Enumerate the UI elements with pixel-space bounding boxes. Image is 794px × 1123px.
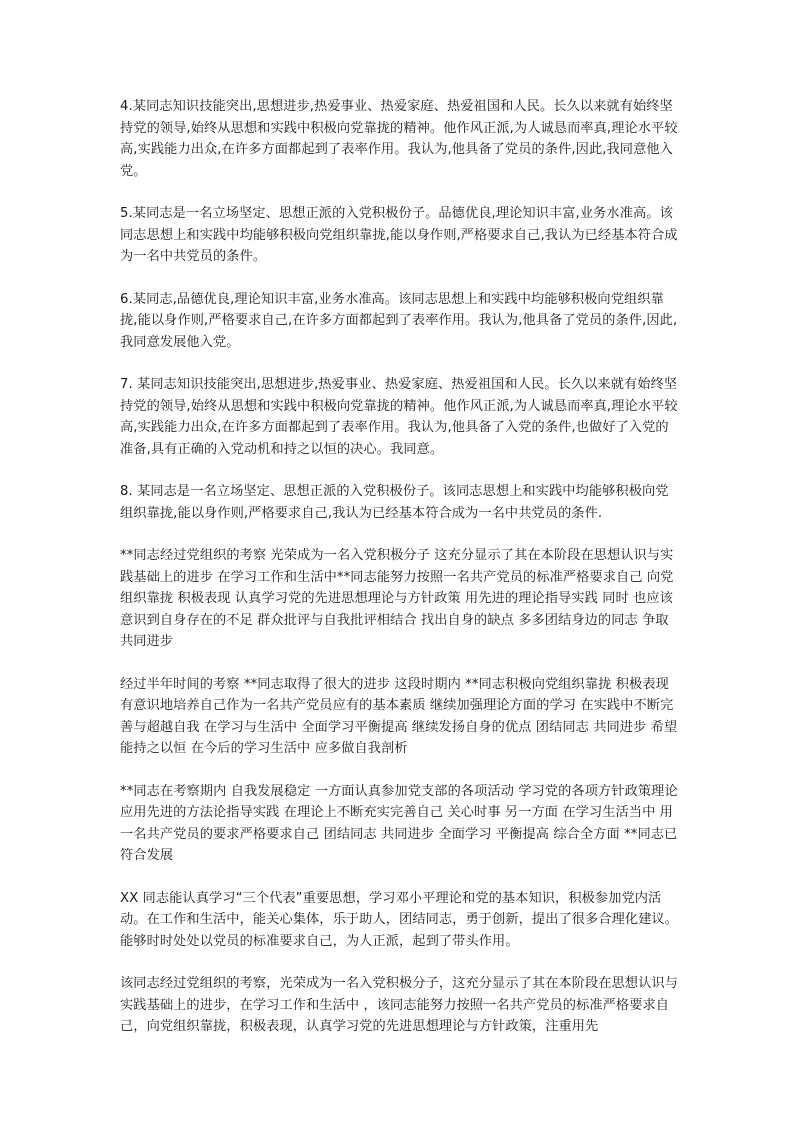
paragraph-evaluation-2: 经过半年时间的考察 **同志取得了很大的进步 这段时期内 **同志积极向党组织靠拢 积极表现 有意识地培养自己作为一名共产党员应有的基本素质 继续加强理论方面的学习 在实践中不断完善与超越自我 在学习与生活中 全面学习平衡提高 继续发扬自身的优点 团结同志 共同进步 希望能持之以恒 在今后的学习生活中 应多做自我剖析	[120, 676, 678, 756]
paragraph-evaluation-4: XX 同志能认真学习“三个代表”重要思想，学习邓小平理论和党的基本知识，积极参加党内活动。在工作和生活中，能关心集体，乐于助人，团结同志，勇于创新，提出了很多合理化建议。能够时时处处以党员的标准要求自己，为人正派，起到了带头作用。	[120, 890, 679, 949]
paragraph-evaluation-5: 该同志经过党组织的考察，光荣成为一名入党积极分子，这充分显示了其在本阶段在思想认识与实践基础上的进步，在学习工作和生活中 ，该同志能努力按照一名共产党员的标准严格要求自己，向党组织靠拢，积极表现，认真学习党的先进思想理论与方针政策，注重用先	[120, 976, 679, 1034]
paragraph-evaluation-3: **同志在考察期内 自我发展稳定 一方面认真参加党支部的各项活动 学习党的各项方针政策理论 应用先进的方法论指导实践 在理论上不断充实完善自己 关心时事 另一方面 在学习生活当中 用一名共产党员的要求严格要求自己 团结同志 共同进步 全面学习 平衡提高 综合全方面 **同志已符合发展	[120, 783, 678, 863]
paragraph-4: 4.某同志知识技能突出,思想进步,热爱事业、热爱家庭、热爱祖国和人民。长久以来就有始终坚持党的领导,始终从思想和实践中积极向党靠拢的精神。他作风正派,为人诚恳而率真,理论水平较高,实践能力出众,在许多方面都起到了表率作用。我认为,他具备了党员的条件,因此,我同意他入党。	[120, 99, 678, 179]
paragraph-7: 7. 某同志知识技能突出,思想进步,热爱事业、热爱家庭、热爱祖国和人民。长久以来就有始终坚持党的领导,始终从思想和实践中积极向党靠拢的精神。他作风正派,为人诚恳而率真,理论水平较高,实践能力出众,在许多方面都起到了表率作用。我认为,他具备了入党的条件,也做好了入党的准备,具有正确的入党动机和持之以恒的决心。我同意。	[120, 377, 678, 457]
document-page	[120, 96, 680, 1056]
paragraph-6: 6.某同志,品德优良,理论知识丰富,业务水准高。该同志思想上和实践中均能够积极向党组织靠拢,能以身作则,严格要求自己,在许多方面都起到了表率作用。我认为,他具备了党员的条件,因此,我同意发展他入党。	[120, 291, 678, 350]
paragraph-8: 8. 某同志是一名立场坚定、思想正派的入党积极份子。该同志思想上和实践中均能够积极向党组织靠拢,能以身作则,严格要求自己,我认为已经基本符合成为一名中共党员的条件.	[120, 484, 669, 521]
paragraph-evaluation-1: **同志经过党组织的考察 光荣成为一名入党积极分子 这充分显示了其在本阶段在思想认识与实践基础上的进步 在学习工作和生活中**同志能努力按照一名共产党员的标准严格要求自己 向党组织靠拢 积极表现 认真学习党的先进思想理论与方针政策 用先进的理论指导实践 同时 也应该意识到自身存在的不足 群众批评与自我批评相结合 找出自身的缺点 多多团结身边的同志 争取共同进步	[120, 548, 674, 649]
paragraph-5: 5.某同志是一名立场坚定、思想正派的入党积极份子。品德优良,理论知识丰富,业务水准高。该同志思想上和实践中均能够积极向党组织靠拢,能以身作则,严格要求自己,我认为已经基本符合成为一名中共党员的条件。	[120, 206, 678, 264]
